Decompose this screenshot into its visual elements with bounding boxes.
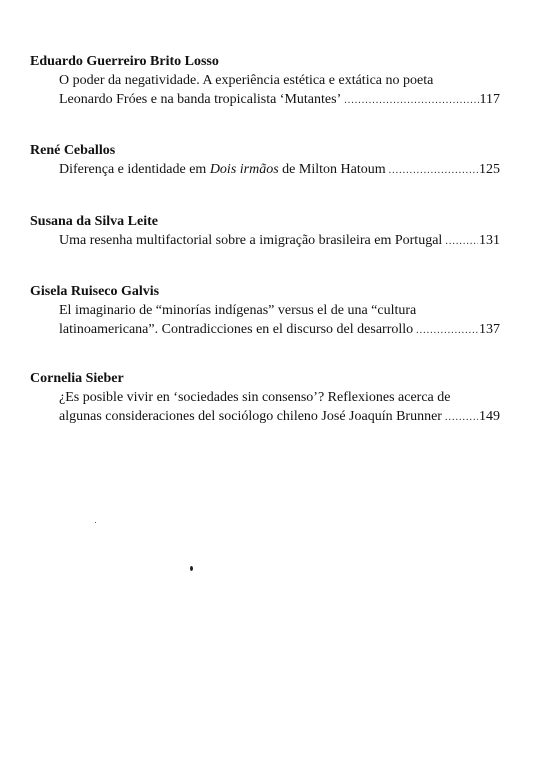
entry-page-number: 117 [479,92,500,107]
entry-title-italic: Dois irmãos [209,162,279,177]
dot-leader [344,91,478,110]
entry-title-line [59,160,386,179]
toc-entry [30,141,500,180]
entry-title-line: algunas consideraciones del sociólogo chileno José Joaquín Brunner [59,409,442,424]
entry-title-line: Uma resenha multifactorial sobre a imigração brasileira em Portugal [59,233,443,248]
entry-page-number: 149 [479,409,500,424]
entry-title-line: latinoamericana”. Contradicciones en el discurso del desarrollo [59,322,414,337]
entry-title-line: Leonardo Fróes e na banda tropicalista ‘Mutantes’ [59,92,342,107]
scan-speck [95,522,96,523]
dot-leader [445,232,478,251]
entry-title [59,231,500,251]
entry-page-number: 125 [479,162,500,177]
entry-title [59,160,500,180]
entry-title-text: de Milton Hatoum [278,162,386,177]
entry-title [59,71,500,110]
entry-title [59,301,500,340]
entry-page-number: 131 [479,233,500,248]
entry-title [59,388,500,427]
entry-title-line: ¿Es posible vivir en ‘sociedades sin consenso’? Reflexiones acerca de [59,390,451,405]
entry-title-line: O poder da negatividade. A experiência estética e extática no poeta [59,73,434,88]
toc-entry [30,369,500,427]
entry-title-line: El imaginario de “minorías indígenas” versus el de una “cultura [59,303,417,318]
dot-leader [416,321,478,340]
entry-title-last-line [59,320,500,340]
toc-entry [30,52,500,110]
entry-author: Cornelia Sieber [30,371,124,386]
entry-title-last-line [59,90,500,110]
toc-entry [30,212,500,251]
entry-page-number: 137 [479,322,500,337]
entry-title-last-line [59,160,500,180]
entry-title-last-line [59,407,500,427]
dot-leader [389,161,478,180]
entry-author: René Ceballos [30,143,116,158]
dot-leader [445,408,478,427]
entry-title-last-line [59,231,500,251]
entry-title-text: Diferença e identidade em [59,162,210,177]
toc-entry [30,282,500,340]
entry-author: Eduardo Guerreiro Brito Losso [30,54,219,69]
entry-author: Gisela Ruiseco Galvis [30,284,160,299]
scan-speck [190,566,193,571]
entry-author: Susana da Silva Leite [30,214,158,229]
